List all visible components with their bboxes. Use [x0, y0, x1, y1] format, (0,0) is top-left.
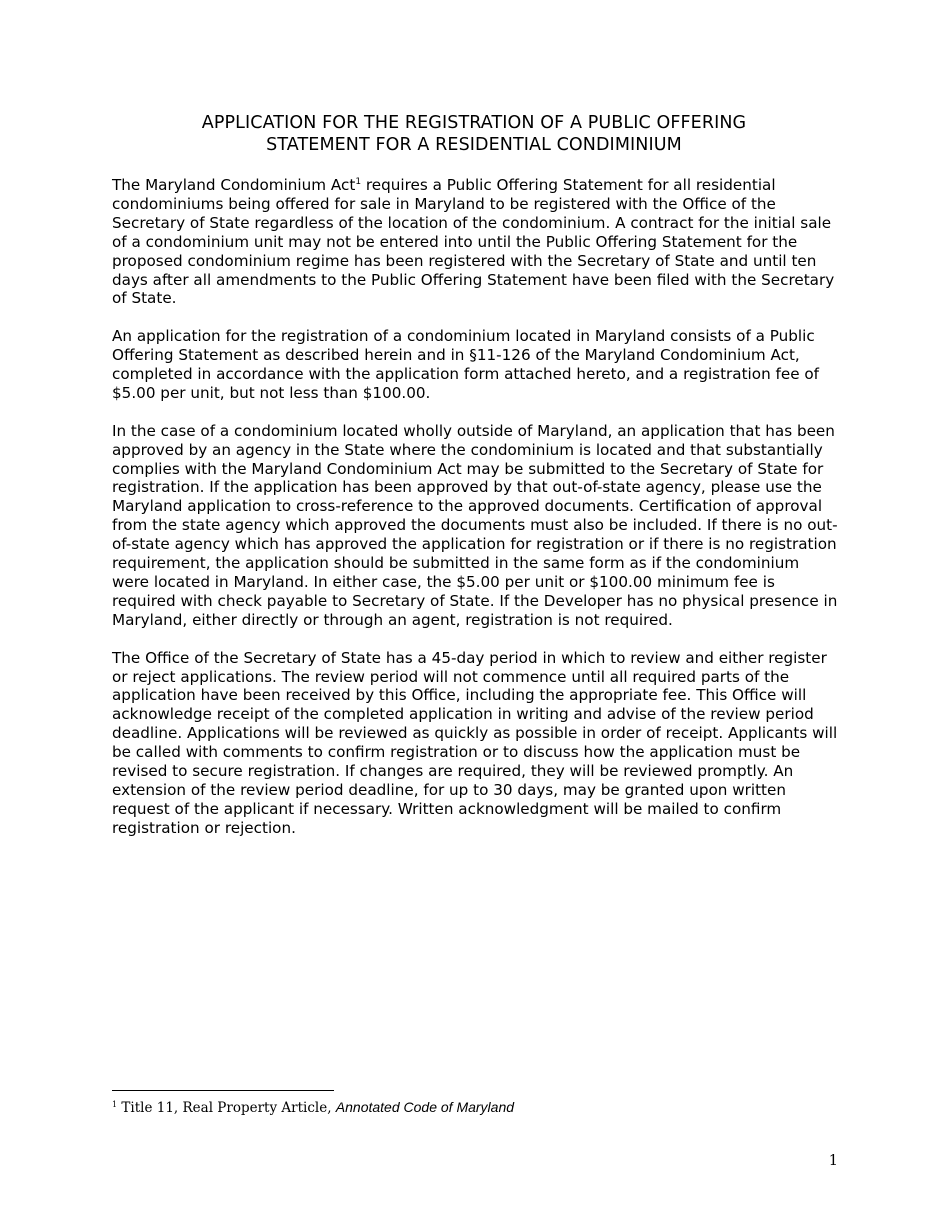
title-line-1: APPLICATION FOR THE REGISTRATION OF A PUBLIC OFFERING: [201, 113, 747, 133]
paragraph-out-of-state: In the case of a condominium located wholly outside of Maryland, an application that has been approved by an agency in the State where the condominium is located and that substantially complies with the Maryland Condominium Act may be submitted to the Secretary of State for registration. If the application has been approved by that out-of-state agency, please use the Maryland application to cross-reference to the approved documents. Certification of approval from the state agency which approved the documents must also be included. If there is no out-of-state agency which has approved the application for registration or if there is no registration requirement, the application should be submitted in the same form as if the condominium were located in Maryland. In either case, the $5.00 per unit or $100.00 minimum fee is required with check payable to Secretary of State. If the Developer has no physical presence in Maryland, either directly or through an agent, registration is not required.: [112, 421, 838, 629]
document-body: [112, 176, 840, 857]
document-title: [112, 112, 836, 156]
paragraph-maryland-application: An application for the registration of a condominium located in Maryland consists of a Public Offering Statement as described herein and in §11-126 of the Maryland Condominium Act, completed in accordance with the application form attached hereto, and a registration fee of $5.00 per unit, but not less than $100.00.: [112, 327, 820, 402]
title-line-2: STATEMENT FOR A RESIDENTIAL CONDIMINIUM: [266, 135, 682, 155]
footnote-reference: 1: [355, 177, 362, 187]
footnote: [112, 1098, 514, 1117]
paragraph-1-lead: The Maryland Condominium Act: [112, 176, 356, 194]
footnote-text: Title 11, Real Property Article,: [117, 1100, 336, 1116]
paragraph-review-period: The Office of the Secretary of State has a 45-day period in which to review and either register or reject applications. The review period will not commence until all required parts of the application have been received by this Office, including the appropriate fee. This Office will acknowledge receipt of the completed application in writing and advise of the review period deadline. Applications will be reviewed as quickly as possible in order of receipt. Applicants will be called with comments to confirm registration or to discuss how the application must be revised to secure registration. If changes are required, they will be reviewed promptly. An extension of the review period deadline, for up to 30 days, may be granted upon written request of the applicant if necessary. Written acknowledgment will be mailed to confirm registration or rejection.: [112, 648, 838, 837]
page-number: 1: [828, 1153, 838, 1169]
paragraph-condominium-act: [112, 176, 840, 308]
footnote-separator: [112, 1090, 334, 1091]
footnote-mark: 1: [112, 1100, 118, 1109]
paragraph-1-rest: requires a Public Offering Statement for all residential condominiums being offered for sale in Maryland to be registered with the Office of the Secretary of State regardless of the location of the condominium. A contract for the initial sale of a condominium unit may not be entered into until the Public Offering Statement for the proposed condominium regime has been registered with the Secretary of State and until ten days after all amendments to the Public Offering Statement have been filed with the Secretary of State.: [112, 176, 835, 308]
footnote-citation: Annotated Code of Maryland: [335, 1099, 515, 1115]
